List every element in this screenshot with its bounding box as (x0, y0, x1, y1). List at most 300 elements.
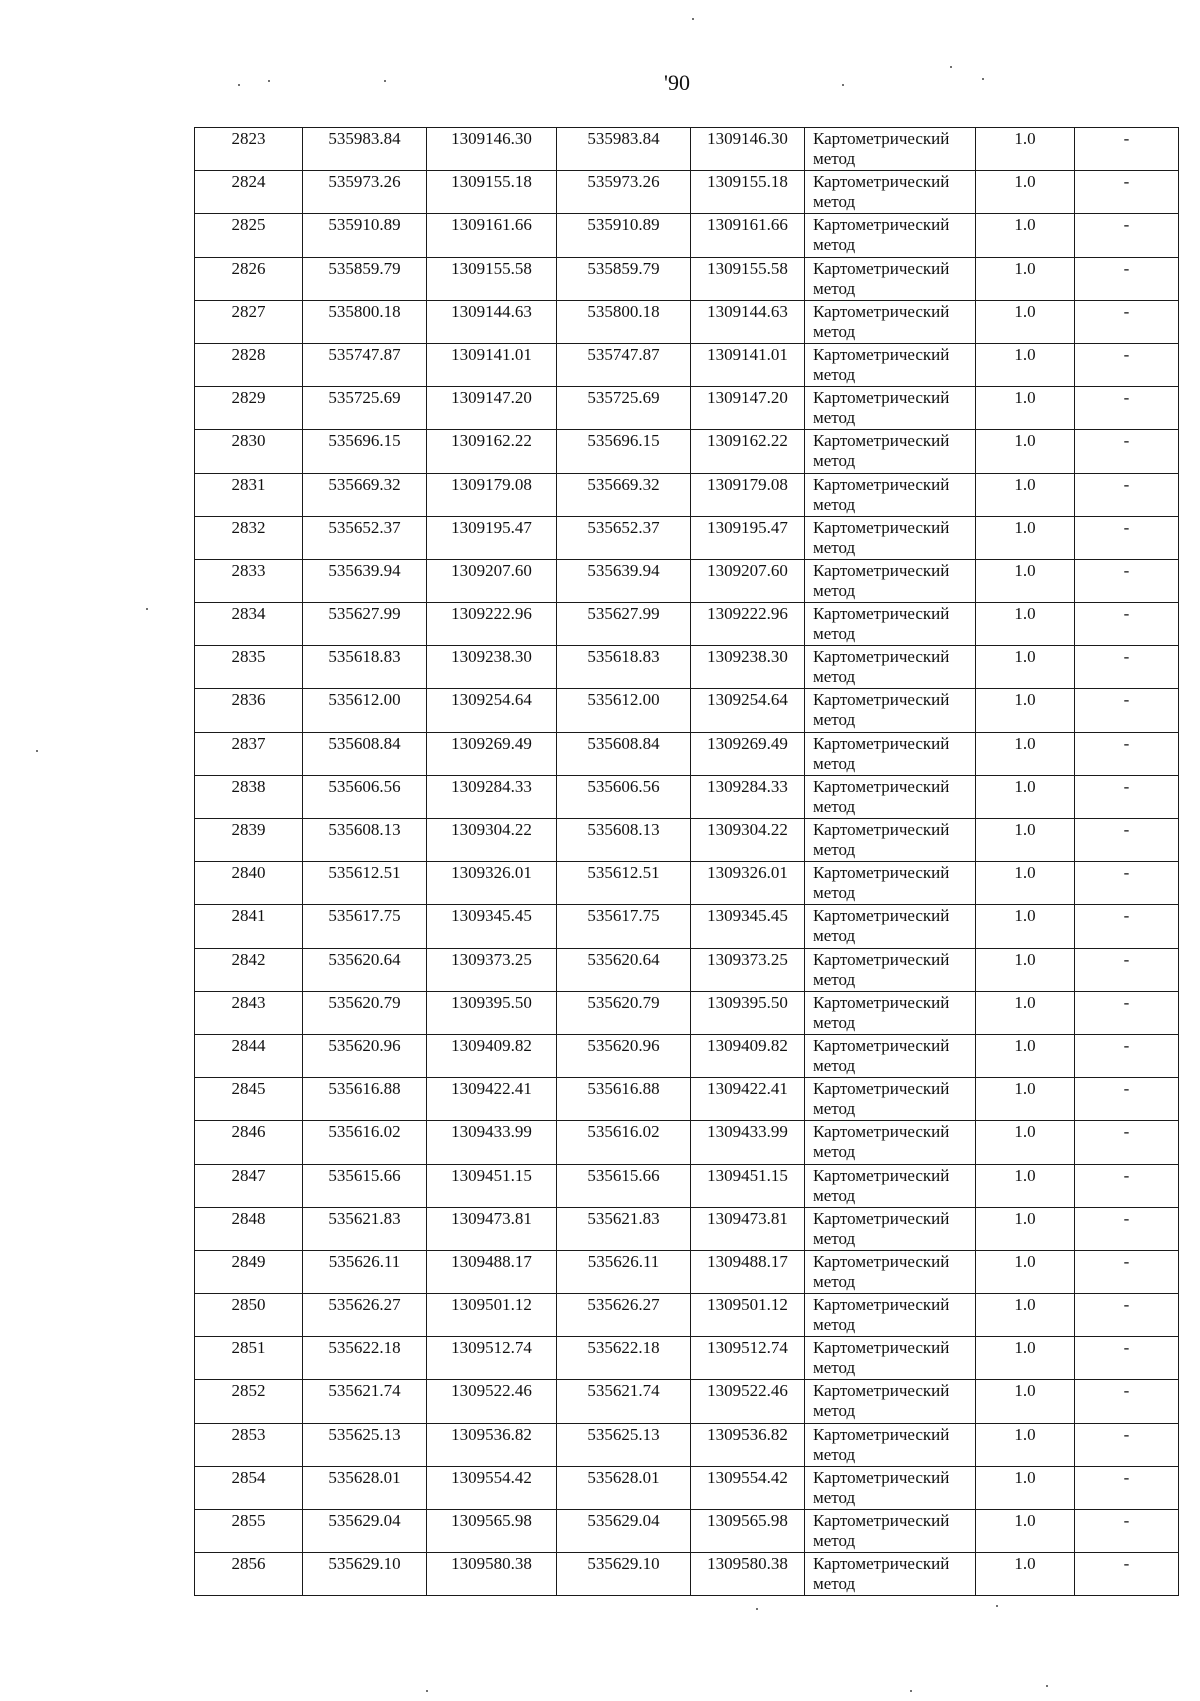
x-new-cell: 535669.32 (557, 473, 691, 516)
accuracy-cell: 1.0 (976, 1337, 1075, 1380)
method-cell: Картометрический метод (805, 1121, 976, 1164)
accuracy-cell: 1.0 (976, 732, 1075, 775)
description-cell: - (1075, 430, 1179, 473)
point-number-cell: 2830 (195, 430, 303, 473)
description-cell: - (1075, 1207, 1179, 1250)
y-new-cell: 1309373.25 (691, 948, 805, 991)
method-cell: Картометрический метод (805, 473, 976, 516)
x-existing-cell: 535616.02 (303, 1121, 427, 1164)
method-cell: Картометрический метод (805, 991, 976, 1034)
table-row (195, 732, 1179, 775)
point-number-cell: 2842 (195, 948, 303, 991)
point-number-cell: 2851 (195, 1337, 303, 1380)
x-existing-cell: 535626.27 (303, 1294, 427, 1337)
x-existing-cell: 535616.88 (303, 1078, 427, 1121)
point-number-cell: 2850 (195, 1294, 303, 1337)
table-row (195, 430, 1179, 473)
point-number-cell: 2824 (195, 171, 303, 214)
accuracy-cell: 1.0 (976, 214, 1075, 257)
point-number-cell: 2838 (195, 775, 303, 818)
description-cell: - (1075, 991, 1179, 1034)
x-new-cell: 535620.96 (557, 1034, 691, 1077)
table-row (195, 214, 1179, 257)
table-row (195, 905, 1179, 948)
table-row (195, 516, 1179, 559)
y-new-cell: 1309161.66 (691, 214, 805, 257)
accuracy-cell: 1.0 (976, 1294, 1075, 1337)
y-new-cell: 1309162.22 (691, 430, 805, 473)
accuracy-cell: 1.0 (976, 128, 1075, 171)
method-cell: Картометрический метод (805, 819, 976, 862)
method-cell: Картометрический метод (805, 1423, 976, 1466)
table-row (195, 1553, 1179, 1596)
x-existing-cell: 535627.99 (303, 603, 427, 646)
x-existing-cell: 535652.37 (303, 516, 427, 559)
accuracy-cell: 1.0 (976, 1510, 1075, 1553)
accuracy-cell: 1.0 (976, 1250, 1075, 1293)
x-existing-cell: 535725.69 (303, 387, 427, 430)
accuracy-cell: 1.0 (976, 1466, 1075, 1509)
y-new-cell: 1309269.49 (691, 732, 805, 775)
table-row (195, 1423, 1179, 1466)
y-new-cell: 1309195.47 (691, 516, 805, 559)
method-cell: Картометрический метод (805, 171, 976, 214)
y-existing-cell: 1309304.22 (427, 819, 557, 862)
point-number-cell: 2833 (195, 559, 303, 602)
y-new-cell: 1309304.22 (691, 819, 805, 862)
description-cell: - (1075, 1466, 1179, 1509)
y-new-cell: 1309345.45 (691, 905, 805, 948)
y-existing-cell: 1309554.42 (427, 1466, 557, 1509)
accuracy-cell: 1.0 (976, 905, 1075, 948)
description-cell: - (1075, 819, 1179, 862)
accuracy-cell: 1.0 (976, 862, 1075, 905)
y-new-cell: 1309580.38 (691, 1553, 805, 1596)
table-row (195, 171, 1179, 214)
accuracy-cell: 1.0 (976, 473, 1075, 516)
y-existing-cell: 1309488.17 (427, 1250, 557, 1293)
x-new-cell: 535618.83 (557, 646, 691, 689)
accuracy-cell: 1.0 (976, 689, 1075, 732)
x-new-cell: 535621.83 (557, 1207, 691, 1250)
x-new-cell: 535652.37 (557, 516, 691, 559)
x-existing-cell: 535617.75 (303, 905, 427, 948)
accuracy-cell: 1.0 (976, 775, 1075, 818)
y-new-cell: 1309141.01 (691, 343, 805, 386)
x-existing-cell: 535629.04 (303, 1510, 427, 1553)
description-cell: - (1075, 862, 1179, 905)
description-cell: - (1075, 1380, 1179, 1423)
method-cell: Картометрический метод (805, 430, 976, 473)
accuracy-cell: 1.0 (976, 430, 1075, 473)
y-new-cell: 1309451.15 (691, 1164, 805, 1207)
method-cell: Картометрический метод (805, 1207, 976, 1250)
y-existing-cell: 1309580.38 (427, 1553, 557, 1596)
method-cell: Картометрический метод (805, 1250, 976, 1293)
y-existing-cell: 1309512.74 (427, 1337, 557, 1380)
description-cell: - (1075, 343, 1179, 386)
table-row (195, 1337, 1179, 1380)
y-existing-cell: 1309238.30 (427, 646, 557, 689)
table-row (195, 128, 1179, 171)
y-existing-cell: 1309433.99 (427, 1121, 557, 1164)
method-cell: Картометрический метод (805, 300, 976, 343)
accuracy-cell: 1.0 (976, 171, 1075, 214)
table-row (195, 1164, 1179, 1207)
y-new-cell: 1309422.41 (691, 1078, 805, 1121)
y-existing-cell: 1309536.82 (427, 1423, 557, 1466)
description-cell: - (1075, 1121, 1179, 1164)
point-number-cell: 2823 (195, 128, 303, 171)
x-existing-cell: 535612.51 (303, 862, 427, 905)
y-new-cell: 1309512.74 (691, 1337, 805, 1380)
point-number-cell: 2828 (195, 343, 303, 386)
y-new-cell: 1309147.20 (691, 387, 805, 430)
point-number-cell: 2829 (195, 387, 303, 430)
x-existing-cell: 535696.15 (303, 430, 427, 473)
y-new-cell: 1309395.50 (691, 991, 805, 1034)
y-existing-cell: 1309409.82 (427, 1034, 557, 1077)
table-row (195, 862, 1179, 905)
x-new-cell: 535612.00 (557, 689, 691, 732)
x-new-cell: 535629.10 (557, 1553, 691, 1596)
y-new-cell: 1309522.46 (691, 1380, 805, 1423)
point-number-cell: 2843 (195, 991, 303, 1034)
y-new-cell: 1309144.63 (691, 300, 805, 343)
x-new-cell: 535725.69 (557, 387, 691, 430)
x-new-cell: 535625.13 (557, 1423, 691, 1466)
x-existing-cell: 535628.01 (303, 1466, 427, 1509)
table-row (195, 1078, 1179, 1121)
y-new-cell: 1309326.01 (691, 862, 805, 905)
y-new-cell: 1309536.82 (691, 1423, 805, 1466)
method-cell: Картометрический метод (805, 1510, 976, 1553)
accuracy-cell: 1.0 (976, 1078, 1075, 1121)
table-row (195, 603, 1179, 646)
x-existing-cell: 535910.89 (303, 214, 427, 257)
table-row (195, 1380, 1179, 1423)
point-number-cell: 2836 (195, 689, 303, 732)
method-cell: Картометрический метод (805, 1078, 976, 1121)
accuracy-cell: 1.0 (976, 1380, 1075, 1423)
accuracy-cell: 1.0 (976, 603, 1075, 646)
point-number-cell: 2825 (195, 214, 303, 257)
y-existing-cell: 1309345.45 (427, 905, 557, 948)
table-row (195, 387, 1179, 430)
table-row (195, 991, 1179, 1034)
x-new-cell: 535800.18 (557, 300, 691, 343)
description-cell: - (1075, 732, 1179, 775)
description-cell: - (1075, 387, 1179, 430)
y-new-cell: 1309488.17 (691, 1250, 805, 1293)
description-cell: - (1075, 1034, 1179, 1077)
point-number-cell: 2849 (195, 1250, 303, 1293)
method-cell: Картометрический метод (805, 343, 976, 386)
accuracy-cell: 1.0 (976, 1164, 1075, 1207)
y-existing-cell: 1309155.18 (427, 171, 557, 214)
y-new-cell: 1309565.98 (691, 1510, 805, 1553)
table-row (195, 1466, 1179, 1509)
x-existing-cell: 535973.26 (303, 171, 427, 214)
x-new-cell: 535615.66 (557, 1164, 691, 1207)
y-new-cell: 1309554.42 (691, 1466, 805, 1509)
y-existing-cell: 1309222.96 (427, 603, 557, 646)
point-number-cell: 2827 (195, 300, 303, 343)
accuracy-cell: 1.0 (976, 819, 1075, 862)
x-new-cell: 535606.56 (557, 775, 691, 818)
method-cell: Картометрический метод (805, 603, 976, 646)
table-row (195, 473, 1179, 516)
x-existing-cell: 535620.64 (303, 948, 427, 991)
y-new-cell: 1309207.60 (691, 559, 805, 602)
point-number-cell: 2848 (195, 1207, 303, 1250)
method-cell: Картометрический метод (805, 128, 976, 171)
x-new-cell: 535620.79 (557, 991, 691, 1034)
x-new-cell: 535627.99 (557, 603, 691, 646)
x-new-cell: 535747.87 (557, 343, 691, 386)
y-existing-cell: 1309473.81 (427, 1207, 557, 1250)
y-new-cell: 1309284.33 (691, 775, 805, 818)
method-cell: Картометрический метод (805, 862, 976, 905)
y-existing-cell: 1309161.66 (427, 214, 557, 257)
x-existing-cell: 535620.96 (303, 1034, 427, 1077)
table-row (195, 257, 1179, 300)
point-number-cell: 2855 (195, 1510, 303, 1553)
x-new-cell: 535621.74 (557, 1380, 691, 1423)
x-existing-cell: 535639.94 (303, 559, 427, 602)
method-cell: Картометрический метод (805, 1380, 976, 1423)
x-existing-cell: 535983.84 (303, 128, 427, 171)
y-existing-cell: 1309144.63 (427, 300, 557, 343)
description-cell: - (1075, 689, 1179, 732)
accuracy-cell: 1.0 (976, 1121, 1075, 1164)
x-existing-cell: 535621.74 (303, 1380, 427, 1423)
method-cell: Картометрический метод (805, 732, 976, 775)
description-cell: - (1075, 775, 1179, 818)
y-new-cell: 1309501.12 (691, 1294, 805, 1337)
x-new-cell: 535616.88 (557, 1078, 691, 1121)
method-cell: Картометрический метод (805, 214, 976, 257)
description-cell: - (1075, 257, 1179, 300)
description-cell: - (1075, 646, 1179, 689)
accuracy-cell: 1.0 (976, 300, 1075, 343)
x-new-cell: 535696.15 (557, 430, 691, 473)
method-cell: Картометрический метод (805, 559, 976, 602)
x-new-cell: 535617.75 (557, 905, 691, 948)
method-cell: Картометрический метод (805, 1034, 976, 1077)
y-existing-cell: 1309147.20 (427, 387, 557, 430)
x-existing-cell: 535859.79 (303, 257, 427, 300)
x-new-cell: 535629.04 (557, 1510, 691, 1553)
x-new-cell: 535973.26 (557, 171, 691, 214)
description-cell: - (1075, 948, 1179, 991)
point-number-cell: 2835 (195, 646, 303, 689)
accuracy-cell: 1.0 (976, 991, 1075, 1034)
x-new-cell: 535616.02 (557, 1121, 691, 1164)
point-number-cell: 2837 (195, 732, 303, 775)
description-cell: - (1075, 1553, 1179, 1596)
accuracy-cell: 1.0 (976, 1207, 1075, 1250)
y-existing-cell: 1309326.01 (427, 862, 557, 905)
y-existing-cell: 1309451.15 (427, 1164, 557, 1207)
x-existing-cell: 535608.13 (303, 819, 427, 862)
table-row (195, 1250, 1179, 1293)
y-new-cell: 1309433.99 (691, 1121, 805, 1164)
point-number-cell: 2832 (195, 516, 303, 559)
method-cell: Картометрический метод (805, 257, 976, 300)
x-existing-cell: 535606.56 (303, 775, 427, 818)
point-number-cell: 2844 (195, 1034, 303, 1077)
description-cell: - (1075, 473, 1179, 516)
method-cell: Картометрический метод (805, 646, 976, 689)
accuracy-cell: 1.0 (976, 1553, 1075, 1596)
y-existing-cell: 1309155.58 (427, 257, 557, 300)
y-existing-cell: 1309373.25 (427, 948, 557, 991)
description-cell: - (1075, 1294, 1179, 1337)
accuracy-cell: 1.0 (976, 387, 1075, 430)
description-cell: - (1075, 905, 1179, 948)
y-new-cell: 1309179.08 (691, 473, 805, 516)
x-existing-cell: 535669.32 (303, 473, 427, 516)
point-number-cell: 2826 (195, 257, 303, 300)
method-cell: Картометрический метод (805, 1164, 976, 1207)
y-existing-cell: 1309162.22 (427, 430, 557, 473)
x-existing-cell: 535629.10 (303, 1553, 427, 1596)
y-new-cell: 1309146.30 (691, 128, 805, 171)
point-number-cell: 2831 (195, 473, 303, 516)
description-cell: - (1075, 603, 1179, 646)
description-cell: - (1075, 516, 1179, 559)
point-number-cell: 2841 (195, 905, 303, 948)
accuracy-cell: 1.0 (976, 646, 1075, 689)
x-new-cell: 535608.13 (557, 819, 691, 862)
description-cell: - (1075, 1250, 1179, 1293)
x-new-cell: 535612.51 (557, 862, 691, 905)
table-row (195, 1121, 1179, 1164)
accuracy-cell: 1.0 (976, 516, 1075, 559)
y-existing-cell: 1309146.30 (427, 128, 557, 171)
point-number-cell: 2856 (195, 1553, 303, 1596)
y-existing-cell: 1309422.41 (427, 1078, 557, 1121)
x-new-cell: 535622.18 (557, 1337, 691, 1380)
table-row (195, 300, 1179, 343)
method-cell: Картометрический метод (805, 516, 976, 559)
x-existing-cell: 535621.83 (303, 1207, 427, 1250)
y-existing-cell: 1309284.33 (427, 775, 557, 818)
y-existing-cell: 1309254.64 (427, 689, 557, 732)
x-new-cell: 535620.64 (557, 948, 691, 991)
x-new-cell: 535859.79 (557, 257, 691, 300)
x-existing-cell: 535608.84 (303, 732, 427, 775)
x-new-cell: 535910.89 (557, 214, 691, 257)
point-number-cell: 2834 (195, 603, 303, 646)
description-cell: - (1075, 300, 1179, 343)
x-existing-cell: 535612.00 (303, 689, 427, 732)
method-cell: Картометрический метод (805, 905, 976, 948)
accuracy-cell: 1.0 (976, 1423, 1075, 1466)
x-new-cell: 535628.01 (557, 1466, 691, 1509)
description-cell: - (1075, 559, 1179, 602)
point-number-cell: 2853 (195, 1423, 303, 1466)
method-cell: Картометрический метод (805, 1294, 976, 1337)
description-cell: - (1075, 1423, 1179, 1466)
description-cell: - (1075, 1337, 1179, 1380)
y-existing-cell: 1309179.08 (427, 473, 557, 516)
table-row (195, 559, 1179, 602)
point-number-cell: 2854 (195, 1466, 303, 1509)
description-cell: - (1075, 1164, 1179, 1207)
method-cell: Картометрический метод (805, 1553, 976, 1596)
y-existing-cell: 1309395.50 (427, 991, 557, 1034)
method-cell: Картометрический метод (805, 948, 976, 991)
point-number-cell: 2852 (195, 1380, 303, 1423)
description-cell: - (1075, 128, 1179, 171)
method-cell: Картометрический метод (805, 1466, 976, 1509)
x-new-cell: 535626.11 (557, 1250, 691, 1293)
table-row (195, 819, 1179, 862)
x-existing-cell: 535747.87 (303, 343, 427, 386)
table-row (195, 1510, 1179, 1553)
y-new-cell: 1309222.96 (691, 603, 805, 646)
point-number-cell: 2846 (195, 1121, 303, 1164)
y-existing-cell: 1309195.47 (427, 516, 557, 559)
x-existing-cell: 535620.79 (303, 991, 427, 1034)
x-new-cell: 535983.84 (557, 128, 691, 171)
coordinates-table (194, 127, 1179, 1596)
table-row (195, 689, 1179, 732)
table-row (195, 646, 1179, 689)
point-number-cell: 2847 (195, 1164, 303, 1207)
y-new-cell: 1309409.82 (691, 1034, 805, 1077)
y-existing-cell: 1309207.60 (427, 559, 557, 602)
x-new-cell: 535626.27 (557, 1294, 691, 1337)
x-existing-cell: 535622.18 (303, 1337, 427, 1380)
point-number-cell: 2839 (195, 819, 303, 862)
accuracy-cell: 1.0 (976, 559, 1075, 602)
y-existing-cell: 1309501.12 (427, 1294, 557, 1337)
x-existing-cell: 535626.11 (303, 1250, 427, 1293)
y-existing-cell: 1309141.01 (427, 343, 557, 386)
table-row (195, 775, 1179, 818)
y-new-cell: 1309155.58 (691, 257, 805, 300)
y-existing-cell: 1309269.49 (427, 732, 557, 775)
y-existing-cell: 1309522.46 (427, 1380, 557, 1423)
y-new-cell: 1309254.64 (691, 689, 805, 732)
x-existing-cell: 535615.66 (303, 1164, 427, 1207)
method-cell: Картометрический метод (805, 387, 976, 430)
table-row (195, 1034, 1179, 1077)
description-cell: - (1075, 171, 1179, 214)
table-row (195, 948, 1179, 991)
point-number-cell: 2845 (195, 1078, 303, 1121)
y-new-cell: 1309238.30 (691, 646, 805, 689)
x-existing-cell: 535618.83 (303, 646, 427, 689)
x-existing-cell: 535625.13 (303, 1423, 427, 1466)
table-row (195, 343, 1179, 386)
accuracy-cell: 1.0 (976, 1034, 1075, 1077)
table-row (195, 1294, 1179, 1337)
y-new-cell: 1309155.18 (691, 171, 805, 214)
point-number-cell: 2840 (195, 862, 303, 905)
x-new-cell: 535608.84 (557, 732, 691, 775)
method-cell: Картометрический метод (805, 689, 976, 732)
y-new-cell: 1309473.81 (691, 1207, 805, 1250)
accuracy-cell: 1.0 (976, 948, 1075, 991)
table-row (195, 1207, 1179, 1250)
accuracy-cell: 1.0 (976, 257, 1075, 300)
y-existing-cell: 1309565.98 (427, 1510, 557, 1553)
description-cell: - (1075, 214, 1179, 257)
